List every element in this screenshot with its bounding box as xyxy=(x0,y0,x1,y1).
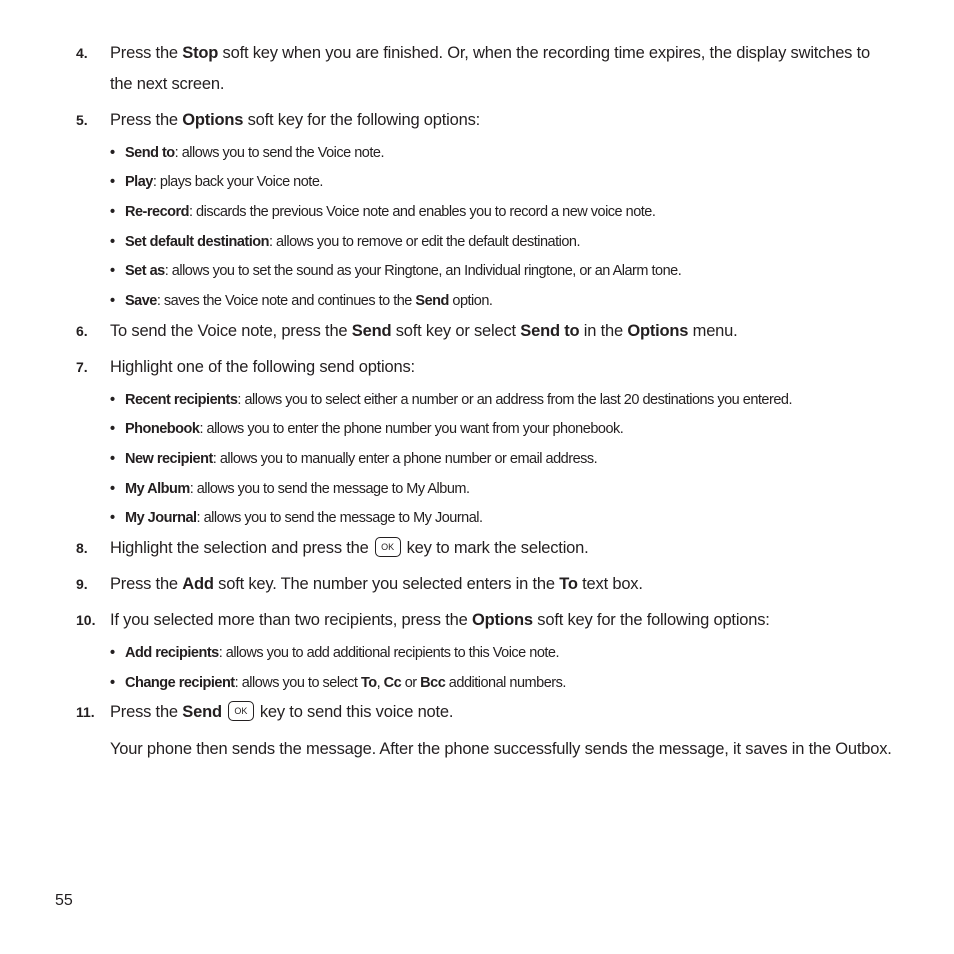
list-item: • My Journal: allows you to send the message to My Journal. xyxy=(110,510,483,526)
step-11 xyxy=(76,697,936,728)
bullet-icon: • xyxy=(110,293,115,309)
bullet-icon: • xyxy=(110,204,115,220)
step-text: Press the Options soft key for the following options: xyxy=(110,111,480,129)
bullet-icon: • xyxy=(110,645,115,661)
step-text: Highlight the selection and press the OK key to mark the selection. xyxy=(110,533,936,564)
list-item: • Phonebook: allows you to enter the phone number you want from your phonebook. xyxy=(110,421,624,437)
step-number: 4. xyxy=(76,45,88,61)
step-7 xyxy=(76,352,936,383)
ok-key-icon: OK xyxy=(375,537,401,557)
list-item: • Set default destination: allows you to remove or edit the default destination. xyxy=(110,234,581,250)
step-number: 11. xyxy=(76,704,95,720)
step-5 xyxy=(76,105,936,136)
list-item: • Add recipients: allows you to add additional recipients to this Voice note. xyxy=(110,645,560,661)
step-number: 6. xyxy=(76,323,88,339)
step-4 xyxy=(76,38,936,100)
step-text: To send the Voice note, press the Send soft key or select Send to in the Options menu. xyxy=(110,322,738,340)
bullet-icon: • xyxy=(110,675,115,691)
step-text: Press the Stop soft key when you are finished. Or, when the recording time expires, the display switches to the next screen. xyxy=(110,44,870,93)
step-text: If you selected more than two recipients, press the Options soft key for the following options: xyxy=(110,611,770,629)
step-text: Press the Send OK key to send this voice note. xyxy=(110,697,936,728)
closing-paragraph: Your phone then sends the message. After the phone successfully sends the message, it saves in the Outbox. xyxy=(110,740,892,758)
ok-key-icon: OK xyxy=(228,701,254,721)
bullet-icon: • xyxy=(110,451,115,467)
bullet-icon: • xyxy=(110,392,115,408)
bullet-icon: • xyxy=(110,263,115,279)
step-number: 7. xyxy=(76,359,88,375)
step-text: Highlight one of the following send options: xyxy=(110,358,415,376)
bullet-icon: • xyxy=(110,174,115,190)
step-8 xyxy=(76,533,936,564)
list-item: • My Album: allows you to send the message to My Album. xyxy=(110,481,470,497)
list-item: • Set as: allows you to set the sound as your Ringtone, an Individual ringtone, or an Alarm tone. xyxy=(110,263,682,279)
step-6 xyxy=(76,316,936,347)
step-number: 5. xyxy=(76,112,88,128)
page-number: 55 xyxy=(55,892,73,909)
list-item: • New recipient: allows you to manually enter a phone number or email address. xyxy=(110,451,598,467)
step-number: 9. xyxy=(76,576,88,592)
list-item: • Change recipient: allows you to select To, Cc or Bcc additional numbers. xyxy=(110,675,566,691)
step-9 xyxy=(76,569,936,600)
step-number: 10. xyxy=(76,612,96,628)
stop-soft-key-label: Stop xyxy=(182,44,219,62)
bullet-icon: • xyxy=(110,510,115,526)
list-item: • Save: saves the Voice note and continues to the Send option. xyxy=(110,293,493,309)
list-item: • Send to: allows you to send the Voice note. xyxy=(110,145,384,161)
options-soft-key-label: Options xyxy=(182,111,244,129)
list-item: • Recent recipients: allows you to select either a number or an address from the last 20 destinations you entered. xyxy=(110,392,792,408)
step-text: Press the Add soft key. The number you selected enters in the To text box. xyxy=(110,575,643,593)
bullet-icon: • xyxy=(110,145,115,161)
bullet-icon: • xyxy=(110,481,115,497)
list-item: • Play: plays back your Voice note. xyxy=(110,174,323,190)
list-item: • Re-record: discards the previous Voice note and enables you to record a new voice note. xyxy=(110,204,656,220)
bullet-icon: • xyxy=(110,234,115,250)
step-number: 8. xyxy=(76,540,88,556)
bullet-icon: • xyxy=(110,421,115,437)
step-10 xyxy=(76,605,936,636)
